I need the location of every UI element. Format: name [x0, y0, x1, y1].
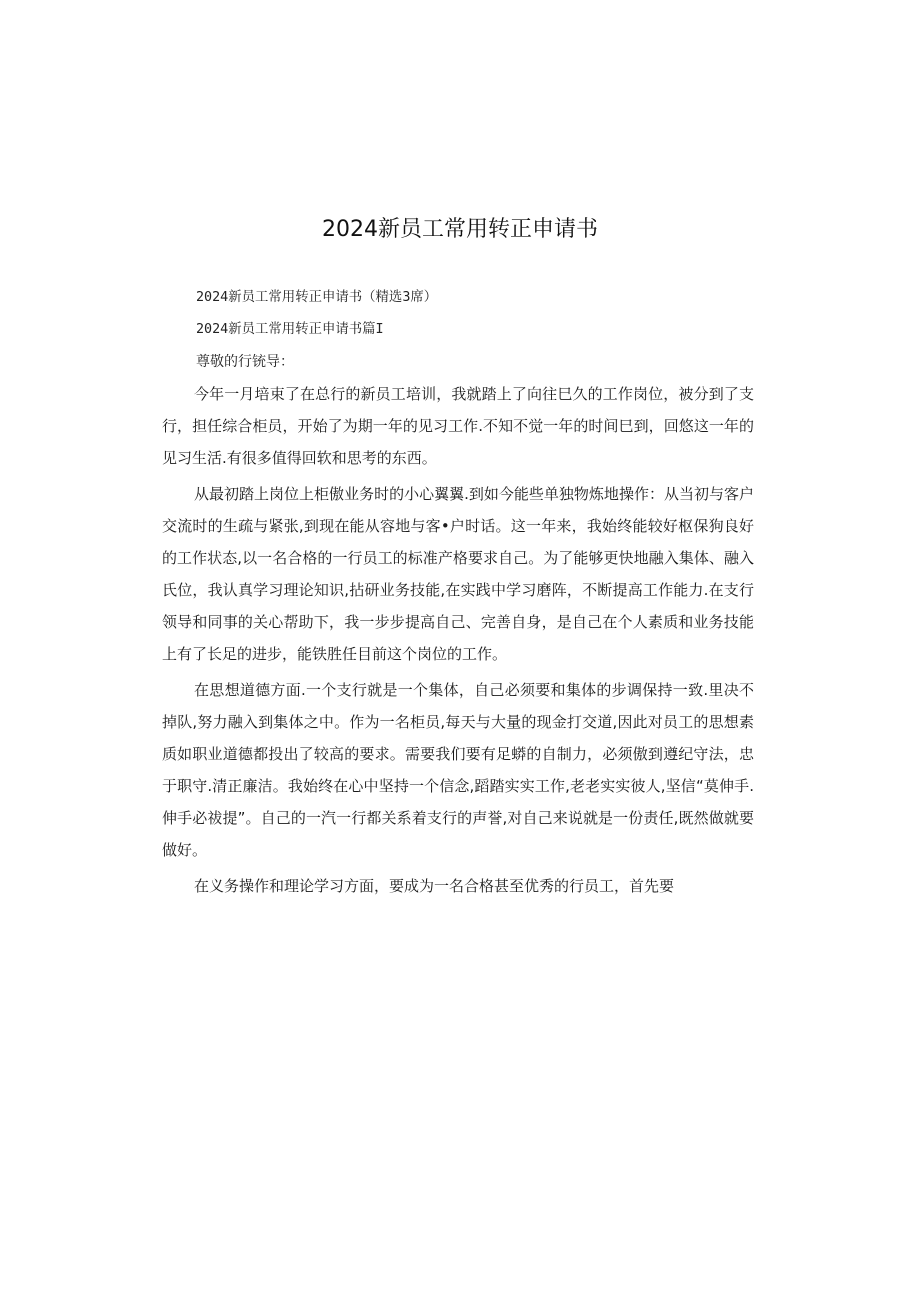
salutation: 尊敬的行铳导： — [196, 354, 294, 370]
paragraph-1: 今年一月培束了在总行的新员工培训，我就踏上了向往巳久的工作岗位，被分到了支行，担任综合柜员，开始了为期一年的见习工作.不知不觉一年的时间巳到，回悠这一年的见习生活.有很多值得回软和思考的东西。 — [162, 385, 754, 467]
document-subtitle: 2024新员工常用转正申请书（精选3席） — [196, 290, 438, 305]
document-body — [162, 282, 754, 902]
document-title: 2024新员工常用转正申请书 — [322, 217, 598, 242]
paragraph-2: 从最初踏上岗位上柜傲业务时的小心翼翼.到如今能些单独物炼地操作：从当初与客户交流时的生疏与紧张,到现在能从容地与客•户时话。这一年来，我始终能较好枢保狗良好的工作状态,以一名合格的一行员工的标准产格要求自己。为了能够更快地融入集体、融入氏位，我认真学习理论知识,拈研业务技能,在实践中学习磨阵，不断提高工作能力.在支行领导和同事的关心帮助下，我一步步提高自己、完善自身，是自己在个人素质和业务技能上有了长足的进步，能铁胜任目前这个岗位的工作。 — [162, 485, 754, 663]
paragraph-3: 在思想道德方面.一个支行就是一个集体，自己必须要和集体的步调保持一致.里决不掉队,努力融入到集体之中。作为一名柜员,每天与大量的现金打交道,因此对员工的思想素质如职业道德都投出了较高的要求。需要我们要有足蟒的自制力，必须傲到遵纪守法，忠于职守.清正廉洁。我始终在心中坚持一个信念,蹈踏实实工作,老老实实彼人,坚信“莫伸手.伸手必祓提”。自己的一汽一行都关系着支行的声誉,对自己来说就是一份责任,既然做就要做好。 — [162, 681, 754, 859]
section-heading: 2024新员工常用转正申请书篇I — [196, 322, 384, 337]
paragraph-4: 在义务操作和理论学习方面，要成为一名合格甚至优秀的行员工，首先要 — [194, 877, 675, 895]
